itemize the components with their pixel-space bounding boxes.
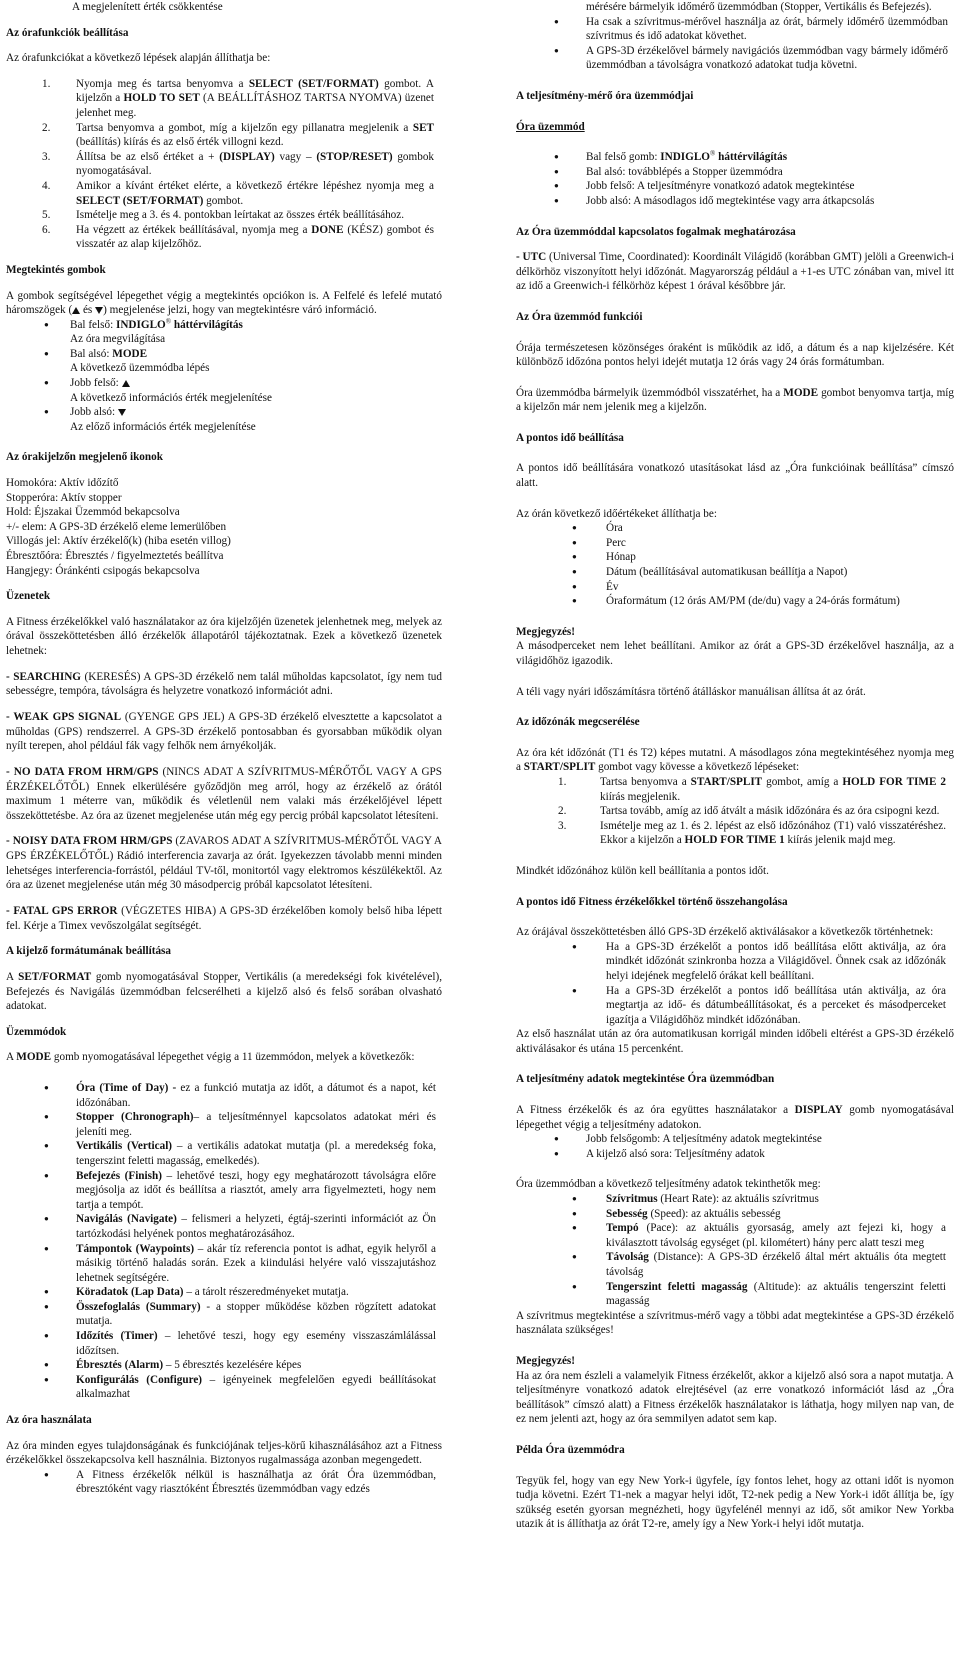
list-item: ● A Fitness érzékelők nélkül is használhatja az órát Óra üzemmódban, ébresztóként vagy riasztóként Ébresztés üzemmódban vagy edzés [44, 1468, 436, 1496]
messages-list [6, 670, 442, 934]
heading-fogalmak: Az Óra üzemmóddal kapcsolatos fogalmak meghatározása [516, 225, 796, 238]
para-uzenetek: A Fitness érzékelőkkel való használatakor az óra kijelzőjén üzenetek jelenhetnek meg, melyek az órával összeköttetésben álló érzékelők állapotáról tájékoztatnak. Ezek a következő üzenetek lehetnek: [6, 615, 442, 657]
nav-item [6, 318, 442, 347]
list-item: ● Óra [572, 522, 623, 535]
message-item: - FATAL GPS ERROR (VÉGZETES HIBA) A GPS-3D érzékelőben komoly belső hiba lépett fel. Kérje a Timex vevőszolgálat segítségét. [6, 905, 442, 932]
mode-item: ● Időzítés (Timer) – lehetővé teszi, hogy egy esemény visszaszámlálással időzítsen. [44, 1330, 437, 1357]
bullet-icon: ● [44, 1287, 49, 1297]
nav-item [6, 347, 442, 376]
icon-description: Homokóra: Aktív időzítő [6, 477, 119, 490]
bullet-icon: ● [44, 1301, 49, 1311]
bullet-icon: ● [44, 1141, 49, 1151]
bullet-icon: ● [44, 1170, 49, 1180]
icon-description: Hold: Éjszakai Üzemmód bekapcsolva [6, 506, 180, 519]
list-item: ● Ha csak a szívritmus-mérővel használja az órát, bármely időmérő üzemmódban szívritmus és idő adatokat követhet. [554, 15, 948, 43]
para-pelda: Tegyük fel, hogy van egy New York-i ügyfele, így fontos lehet, hogy az ottani időt is nyomon tudja követni. Ezért T1-nek a magyar helyi időt, T2-nek pedig a New York-i időt állítja be, így szükség esetén gyorsan megnézheti, hogy ügyfelénél mennyi az idő, sőt amikor New Yorkba utazik át is állíthatja az órát T2-re, amely így a New York-i helyi időt mutatja. [516, 1474, 954, 1531]
step-item: 6. Ha végzett az értékek beállításával, nyomja meg a DONE (KÉSZ) gombot és visszatér az alap kijelzőhöz. [42, 223, 434, 251]
para-funkcioi-1: Órája természetesen közönséges óraként is működik az idő, a dátum és a nap kijelzésére. Két különböző időzóna pontos helyi idejét mutatja 12 órás vagy 24 órás formátumban. [516, 341, 954, 369]
mode-item: ● Támpontok (Waypoints) – akár tíz referencia pontot is adhat, egyik helyről a másikig történő haladás során. Ezek a kiindulási helyére való visszajutáshoz lehetnek segítségére. [44, 1242, 437, 1284]
heading-pontos-ido: A pontos idő beállítása [516, 431, 624, 444]
heading-csere: Az időzónák megcserélése [516, 716, 640, 729]
heading-teljesitmeny-mero: A teljesítmény-mérő óra üzemmódjai [516, 89, 694, 102]
list-item: ● A GPS-3D érzékelővel bármely navigációs üzemmódban vagy bármely időmérő üzemmódban a távolságra vonatkozó adatokat tudja követni. [554, 44, 948, 72]
list-item: ● A kijelző alsó sora: Teljesítmény adatok [554, 1147, 765, 1160]
ertekek-list [516, 521, 954, 609]
list-item: ● Dátum (beállításával automatikusan beállítja a Napot) [572, 566, 848, 579]
bullet-icon: ● [554, 16, 559, 26]
step-item: 2. Tartsa benyomva a gombot, míg a kijelzőn egy pillanatra megjelenik a SET (beállítás) kiírás és az első érték villogni kezd. [42, 121, 434, 149]
tmegtek-list [516, 1132, 954, 1161]
nav-item-title: ● Bal alsó: MODE [44, 347, 148, 360]
heading-osszehang: A pontos idő Fitness érzékelőkkel történő összehangolása [516, 895, 788, 908]
step-number: 1. [558, 775, 567, 788]
note-heading-2: Megjegyzés! [516, 1354, 576, 1367]
bullet-icon: ● [44, 1082, 49, 1092]
bullet-icon: ● [554, 166, 559, 176]
nav-item-title: ● Bal felső: INDIGLO® háttérvilágítás [44, 316, 243, 331]
step-number: 2. [558, 805, 567, 818]
mode-item: ● Stopper (Chronograph)– a teljesítménnyel kapcsolatos adatokat méri és jeleníti meg. [44, 1111, 436, 1138]
ora-button-item: ● Bal felső gomb: INDIGLO® háttérvilágítás [554, 149, 788, 164]
nav-item-title: ● Jobb felső: [6, 376, 442, 391]
note-text-2: Ha az óra nem észleli a valamelyik Fitness érzékelőt, akkor a kijelző alsó sora a napot mutatja. A teljesítményre vonatkozó adatok elrejtésével (az erre vonatkozó információt lásd az „Óra beállítások” címszó alatt) a Fitness érzékelők használatakor is láthatja, hogy milyen nap van, de ez nem jelenti azt, hogy az óra semmilyen adatot sem kap. [516, 1369, 954, 1426]
bullet-icon: ● [572, 596, 577, 606]
heading-ora-uzemmod: Óra üzemmód [516, 120, 585, 133]
step-item: 1. Nyomja meg és tartsa benyomva a SELECT (SET/FORMAT) gombot. A kijelzőn a HOLD TO SET (A BEÁLLÍTÁSHOZ TARTSA NYOMVA) üzenet jelenhet meg. [42, 77, 434, 119]
data-item: ● Tengerszint feletti magasság (Altitude): az aktuális tengerszint feletti magasság [572, 1280, 946, 1308]
bullet-icon: ● [554, 152, 559, 162]
modes-list [6, 1081, 442, 1402]
bullet-icon: ● [554, 1134, 559, 1144]
step-number: 6. [42, 223, 51, 236]
triangle-down-icon [118, 409, 126, 416]
step-number: 4. [42, 179, 51, 192]
heading-ikonok: Az órakijelzőn megjelenő ikonok [6, 451, 163, 464]
csere-steps-list [516, 775, 954, 848]
nav-item-desc: Az előző információs érték megjelenítése [70, 420, 256, 433]
ora-button-item: ● Jobb felső: A teljesítményre vonatkozó adatok megtekintése [554, 180, 855, 193]
para-ora-funkciok: Az órafunkciókat a következő lépések alapján állíthatja be: [6, 52, 271, 65]
list-item: ● Ha a GPS-3D érzékelőt a pontos idő beállítása előtt aktiválja, az óra mindkét időzónát szinkronba hozza a Világidővel. Önnek csak az időzónák helyi idejének megfelelő órákat kell beállítani. [572, 940, 946, 982]
step-item: 5. Ismételje meg a 3. és 4. pontokban leírtakat az összes érték beállításához. [42, 209, 405, 222]
nav-item [6, 405, 442, 434]
data-item: ● Tempó (Pace): az aktuális gyorsaság, amely azt fejezi ki, hogy a kiválasztott távolság egységet (pl. kilométert) hány perc alatt teszi meg [572, 1222, 946, 1249]
triangle-up-icon [72, 307, 80, 314]
message-item: - NO DATA FROM HRM/GPS (NINCS ADAT A SZÍVRITMUS-MÉRŐTŐL VAGY A GPS ÉRZÉKELŐTŐL) Ennek elkerülésére győződjön meg arról, hogy az érzékelő az órától maximum 1 méterre van, működik és véletlenül nem valaki más érzékelőjével lépett összeköttetésbe. Az óra az üzenet megjelenése után még egy percig próbál kapcsolatot létesíteni. [6, 765, 443, 822]
heading-megtekintes: Megtekintés gombok [6, 263, 106, 276]
data-item: ● Szívritmus (Heart Rate): az aktuális szívritmus [572, 1193, 819, 1206]
nav-item-title: ● Jobb alsó: [6, 405, 442, 420]
heading-uzenetek: Üzenetek [6, 590, 51, 603]
nav-item-desc: Az óra megvilágítása [70, 333, 166, 346]
bullet-icon: ● [572, 567, 577, 577]
note-heading-1: Megjegyzés! [516, 625, 576, 638]
bullet-icon: ● [572, 581, 577, 591]
mode-item: ● Konfigurálás (Configure) – igényeinek megfelelően egyedi beállításokat alkalmazhat [44, 1373, 436, 1401]
list-item: ● Perc [572, 536, 626, 549]
bullet-icon: ● [572, 1223, 577, 1233]
bullet-icon: ● [44, 1112, 49, 1122]
list-item: ● Jobb felsőgomb: A teljesítmény adatok megtekintése [554, 1133, 822, 1146]
list-item: ● Óraformátum (12 órás AM/PM (de/du) vagy a 24-órás formátum) [572, 595, 900, 608]
list-item: ● Hónap [572, 551, 636, 564]
nav-item-desc: A következő információs érték megjelenítése [70, 391, 272, 404]
heading-funkcioi: Az Óra üzemmód funkciói [516, 310, 643, 323]
bullet-icon: ● [554, 181, 559, 191]
para-formatum: A SET/FORMAT gomb nyomogatásával Stopper, Vertikális (a meredekségi fok kivételével), Befejezés és Navigálás üzemmódban felcserélheti a kijelző alsó és felső sorában olvasható adatokat. [6, 971, 442, 1013]
mode-item: ● Óra (Time of Day) - ez a funkció mutatja az időt, a dátumot és a napot, két időzónában. [44, 1081, 436, 1109]
heading-teljesitmeny-megtekintes: A teljesítmény adatok megtekintése Óra üzemmódban [516, 1073, 775, 1086]
mode-item: ● Összefoglalás (Summary) - a stopper működése közben rögzített adatokat mutatja. [44, 1300, 437, 1328]
mode-item: ● Ébresztés (Alarm) – 5 ébresztés kezelésére képes [44, 1359, 302, 1372]
para-megtekintes: A gombok segítségével lépegethet végig a megtekintés opciókon is. A Felfelé és lefelé mutató háromszögek ( és ) megjelenése jelzi, hogy van megtekintésre váró információ. [6, 289, 442, 317]
heading-formatum: A kijelző formátumának beállítása [6, 945, 172, 958]
step-number: 2. [42, 121, 51, 134]
bullet-icon: ● [44, 378, 49, 388]
para-mindket: Mindkét időzónához külön kell beállítania a pontos időt. [516, 864, 769, 877]
para-ora-kovetkezo: Óra üzemmódban a következő teljesítmény adatok tekinthetők meg: [516, 1178, 821, 1191]
mode-item: ● Vertikális (Vertical) – a vertikális adatokat mutatja (pl. a meredekség foka, tengerszint feletti magasság, emelkedés). [44, 1140, 436, 1167]
heading-uzemmodok: Üzemmódok [6, 1025, 67, 1038]
step-number: 5. [42, 209, 51, 222]
nav-item [6, 376, 442, 405]
step-item: 3. Ismételje meg az 1. és 2. lépést az első időzónához (T1) való visszatéréshez. Ekkor a kijelzőn a HOLD FOR TIME 1 kiírás jelenik majd meg. [558, 819, 946, 847]
para-pontos-ido: A pontos idő beállítására vonatkozó utasításokat lásd az „Óra funkcióinak beállítása” címszó alatt. [516, 462, 954, 490]
bullet-icon: ● [572, 552, 577, 562]
para-elso: Az első használat után az óra automatikusan korrigál minden időbeli eltérést a GPS-3D érzékelő aktiválásakor és utána 15 percenként. [516, 1028, 954, 1055]
bullet-icon: ● [44, 1331, 49, 1341]
bullet-icon: ● [554, 45, 559, 55]
para-teli: A téli vagy nyári időszámításra történő átálláskor manuálisan állítsa át az órát. [516, 685, 866, 698]
adatok-list [516, 1192, 954, 1309]
bullet-icon: ● [44, 319, 49, 329]
para-osszehang: Az órájával összeköttetésben álló GPS-3D érzékelő aktiválásakor a következők történhetnek: [516, 926, 934, 939]
para-utc: - UTC (Universal Time, Coordinated): Koordinált Világidő (korábban GMT) jelöli a Greenwich-i délkörhöz viszonyított helyi időzónát. Magyarország például a +1-es UTC zónában van, mivel itt az idő a Greenwich-i félkörhöz képest 1 órával későbbre jár. [516, 251, 955, 293]
nav-items-list [6, 318, 442, 435]
osszehang-list [516, 940, 954, 1028]
step-number: 3. [42, 150, 51, 163]
ora-button-item: ● Bal alsó: továbblépés a Stopper üzemmódra [554, 165, 783, 178]
bullet-icon: ● [572, 537, 577, 547]
para-hasznalata: Az óra minden egyes tulajdonságának és funkciójának teljes-körű kihasználásához azt a Fitness érzékelőkkel összekapcsolva kell használnia. Biztonyos rugalmassága azonban megengedett. [6, 1439, 442, 1467]
bullet-icon: ● [44, 1360, 49, 1370]
icon-description: +/- elem: A GPS-3D érzékelő eleme lemerülőben [6, 520, 227, 533]
bullet-icon: ● [44, 1243, 49, 1253]
para-uzemmodok: A MODE gomb nyomogatásával lépegethet végig a 11 üzemmódon, melyek a következők: [6, 1051, 415, 1064]
mode-item: ● Befejezés (Finish) – lehetővé teszi, hogy egy meghatározott távolságra előre megjósolja az időt és beállítsa a riasztót, amely arra figyelmezteti, hogy nem tartja a tempót. [44, 1169, 436, 1211]
top-bullets [516, 15, 954, 73]
continued-text: mérésére bármelyik időmérő üzemmódban (Stopper, Vertikális és Befejezés). [586, 1, 932, 13]
data-item: ● Sebesség (Speed): az aktuális sebesség [572, 1207, 781, 1220]
ora-buttons-list [516, 150, 954, 208]
list-item: ● Ha a GPS-3D érzékelőt a pontos idő beállítása után aktiválja, az óra megtartja az idő- és dátumbeállításokat, és a perceket és másodperceket igazítja a Világidőhöz mindkét időzónában. [572, 984, 946, 1026]
step-item: 4. Amikor a kívánt értéket elérte, a következő értékre lépéshez nyomja meg a SELECT (SET/FORMAT) gombot. [42, 179, 434, 207]
icon-description: Villogás jel: Aktív érzékelő(k) (hiba esetén villog) [6, 535, 231, 548]
para-csere: Az óra két időzónát (T1 és T2) képes mutatni. A másodlagos zóna megtekintéséhez nyomja meg a START/SPLIT gombot vagy kövesse a következő lépéseket: [516, 746, 954, 774]
ikonok-list [6, 476, 442, 578]
bullet-icon: ● [44, 1469, 49, 1479]
bullet-icon: ● [554, 1148, 559, 1158]
bullet-icon: ● [44, 348, 49, 358]
step-number: 3. [558, 819, 567, 832]
heading-pelda: Példa Óra üzemmódra [516, 1443, 625, 1456]
triangle-up-icon [122, 380, 130, 387]
bullet-icon: ● [572, 1281, 577, 1291]
bullet-icon: ● [44, 1214, 49, 1224]
message-item: - SEARCHING (KERESÉS) A GPS-3D érzékelő nem talál műholdas kapcsolatot, így nem tud sebességre, tempóra, távolságra és helyzetre vonatkozó információt adni. [6, 670, 442, 698]
message-item: - NOISY DATA FROM HRM/GPS (ZAVAROS ADAT A SZÍVRITMUS-MÉRŐTŐL VAGY A GPS ÉRZÉKELŐTŐL) Rádió interferencia zavarja az órát. Igyekezzen távolabb menni minden lehetséges interferencia-forrástól, például TV-től, monitortól vagy elektromos készülékektől. Az óra az üzenet megjelenése után még 30 másodpercig próbál kapcsolatot létesíteni. [6, 835, 442, 892]
ora-button-item: ● Jobb alsó: A másodlagos idő megtekintése vagy arra átkapcsolás [554, 194, 875, 207]
top-line: A megjelenített érték csökkentése [72, 1, 223, 13]
para-szivritmus: A szívritmus megtekintése a szívritmus-mérő vagy a többi adat megtekintése a GPS-3D érzékelő használata szükséges! [516, 1309, 954, 1337]
list-item: ● Év [572, 580, 619, 593]
triangle-down-icon [95, 307, 103, 314]
bullet-icon: ● [44, 407, 49, 417]
note-text-1: A másodperceket nem lehet beállítani. Amikor az órát a GPS-3D érzékelővel használja, az a világidőhöz igazodik. [516, 640, 954, 667]
bullet-icon: ● [572, 1194, 577, 1204]
left-column [6, 0, 442, 1497]
data-item: ● Távolság (Distance): A GPS-3D érzékelő által mért aktuális óta megtett távolság [572, 1251, 946, 1278]
bullet-icon: ● [44, 1374, 49, 1384]
message-item: - WEAK GPS SIGNAL (GYENGE GPS JEL) A GPS-3D érzékelő elvesztette a kapcsolatot a műholdas (GPS) rendszerrel. A GPS-3D érzékelő pontosabban és gyorsabban működik olyan nyílt terepen, ahol például fák vagy felhők nem árnyékolják. [6, 710, 442, 753]
para-funkcioi-2: Óra üzemmódba bármelyik üzemmódból visszatérhet, ha a MODE gombot benyomva tartja, míg a kijelzőn már nem jelenik meg a kijelzőn. [516, 386, 954, 414]
bullet-icon: ● [554, 195, 559, 205]
icon-description: Hangjegy: Óránkénti csipogás bekapcsolva [6, 564, 200, 577]
icon-description: Ébresztőóra: Ébresztés / figyelmeztetés beállítva [6, 550, 224, 562]
steps-list [6, 77, 442, 252]
heading-ora-funkciok: Az órafunkciók beállítása [6, 26, 129, 39]
bullet-icon: ● [572, 1252, 577, 1262]
step-item: 2. Tartsa tovább, amíg az idő átvált a másik időzónára és az óra csipogni kezd. [558, 805, 940, 818]
bullet-icon: ● [572, 941, 577, 951]
icon-description: Stopperóra: Aktív stopper [6, 491, 122, 504]
mode-item: ● Navigálás (Navigate) – felismeri a helyzeti, égtáj-szerinti információt az Ön tartózkodási helyének pontos meghatározásához. [44, 1213, 436, 1240]
mode-item: ● Köradatok (Lap Data) – a tárolt részeredményeket mutatja. [44, 1286, 349, 1299]
step-item: 1. Tartsa benyomva a START/SPLIT gombot, amíg a HOLD FOR TIME 2 kiírás megjelenik. [558, 775, 946, 803]
bullet-icon: ● [572, 985, 577, 995]
right-column [516, 0, 954, 1532]
bullet-icon: ● [572, 1208, 577, 1218]
heading-hasznalata: Az óra használata [6, 1414, 92, 1427]
nav-item-desc: A következő üzemmódba lépés [70, 362, 210, 375]
hasznalata-list [6, 1468, 442, 1497]
para-kovetkezo: Az órán következő időértékeket állíthatja be: [516, 507, 717, 520]
para-teljesitmeny-megtekintes: A Fitness érzékelők és az óra együttes használatakor a DISPLAY gomb nyomogatásával lépegethet végig a teljesítmény adatokon. [516, 1104, 954, 1131]
step-number: 1. [42, 77, 51, 90]
bullet-icon: ● [572, 523, 577, 533]
step-item: 3. Állítsa be az első értéket a + (DISPLAY) vagy – (STOP/RESET) gombok nyomogatásával. [42, 150, 435, 178]
